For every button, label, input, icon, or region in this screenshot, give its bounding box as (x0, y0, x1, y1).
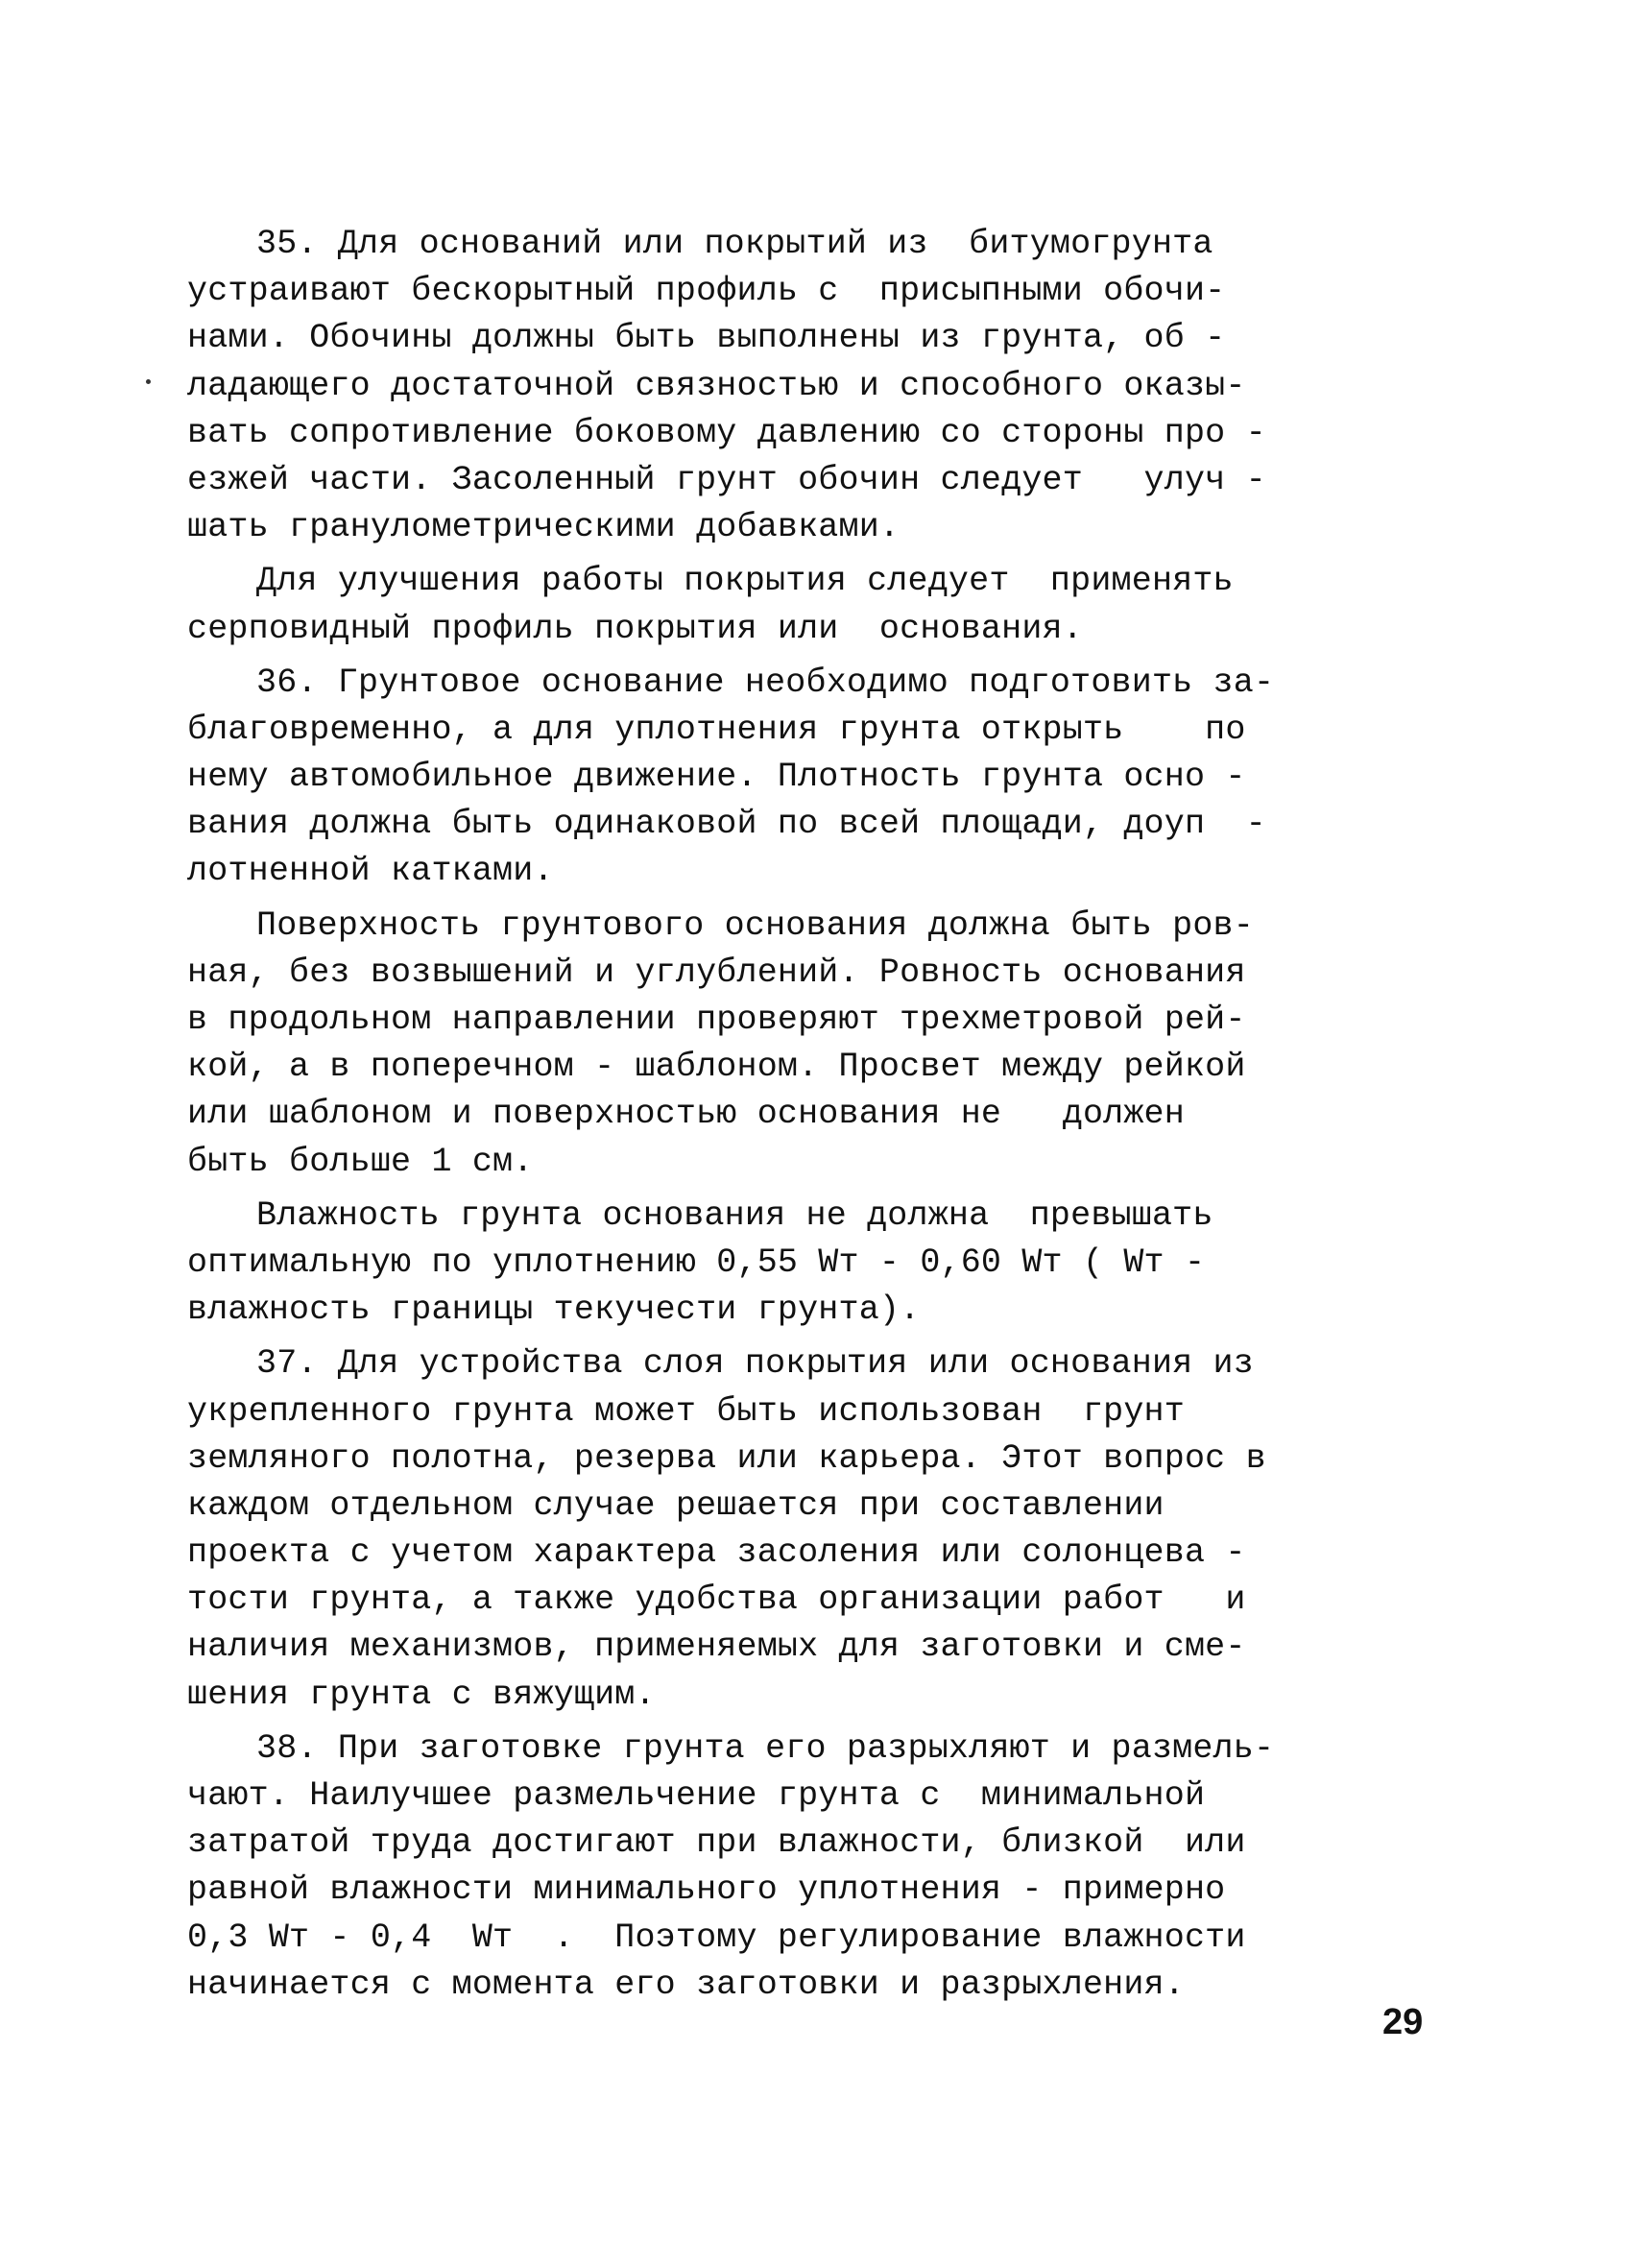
text-line: 37. Для устройства слоя покрытия или основания из (256, 1344, 1254, 1384)
paragraph-35 (187, 221, 1464, 551)
text-line: влажность границы текучести грунта). (187, 1291, 921, 1330)
text-line: проекта с учетом характера засоления или солонцева - (187, 1533, 1246, 1573)
paragraph-35-continued (187, 558, 1464, 652)
text-line: ная, без возвышений и углублений. Ровность основания (187, 953, 1246, 992)
text-line: благовременно, а для уплотнения грунта открыть по (187, 710, 1246, 749)
text-line: 35. Для оснований или покрытий из битумогрунта (256, 225, 1213, 263)
text-line: или шаблоном и поверхностью основания не должен (187, 1095, 1185, 1134)
text-line: Поверхность грунтового основания должна быть ров- (256, 905, 1254, 945)
text-line: нему автомобильное движение. Плотность грунта осно - (187, 758, 1246, 797)
text-line: шать гранулометрическими добавками. (187, 508, 901, 547)
text-line: оптимальную по уплотнению 0,55 Wт - 0,60 Wт ( Wт - (187, 1243, 1206, 1282)
paragraph-36 (187, 660, 1464, 896)
paragraph-37 (187, 1340, 1464, 1719)
body-text (187, 221, 1464, 2009)
text-line: 38. При заготовке грунта его разрыхляют и размель- (256, 1728, 1275, 1768)
text-line: кой, а в поперечном - шаблоном. Просвет между рейкой (187, 1048, 1246, 1087)
text-line: затратой труда достигают при влажности, близкой или (187, 1823, 1246, 1863)
scan-speck (146, 379, 151, 384)
text-line: вания должна быть одинаковой по всей площади, доуп - (187, 805, 1266, 844)
text-line: 36. Грунтовое основание необходимо подготовить за- (256, 663, 1275, 702)
text-line: нами. Обочины должны быть выполнены из грунта, об - (187, 319, 1226, 358)
page-number: 29 (1382, 2002, 1424, 2042)
text-line: лотненной катками. (187, 852, 554, 891)
paragraph-38 (187, 1725, 1464, 2009)
text-line: укрепленного грунта может быть использован грунт (187, 1391, 1185, 1431)
text-line: 0,3 Wт - 0,4 Wт . Поэтому регулирование влажности (187, 1918, 1246, 1957)
text-line: каждом отдельном случае решается при составлении (187, 1485, 1165, 1525)
text-line: земляного полотна, резерва или карьера. Этот вопрос в (187, 1438, 1266, 1478)
text-line: езжей части. Засоленный грунт обочин следует улуч - (187, 460, 1266, 499)
paragraph-36-surface (187, 903, 1464, 1186)
text-line: вать сопротивление боковому давлению со стороны про - (187, 413, 1266, 452)
text-line: начинается с момента его заготовки и разрыхления. (187, 1965, 1185, 2004)
text-line: равной влажности минимального уплотнения - примерно (187, 1870, 1226, 1910)
text-line: быть больше 1 см. (187, 1142, 534, 1181)
paragraph-36-moisture (187, 1193, 1464, 1335)
text-line: серповидный профиль покрытия или основания. (187, 609, 1083, 648)
text-line: в продольном направлении проверяют трехметровой рей- (187, 1001, 1246, 1039)
text-line: устраивают бескорытный профиль с присыпными обочи- (187, 272, 1226, 311)
text-line: шения грунта с вяжущим. (187, 1675, 656, 1714)
text-line: Для улучшения работы покрытия следует применять (256, 562, 1234, 601)
text-line: ладающего достаточной связностью и способного оказы- (187, 366, 1246, 405)
text-line: чают. Наилучшее размельчение грунта с минимальной (187, 1776, 1206, 1815)
text-line: наличия механизмов, применяемых для заготовки и сме- (187, 1628, 1246, 1667)
text-line: тости грунта, а также удобства организации работ и (187, 1580, 1246, 1620)
text-line: Влажность грунта основания не должна превышать (256, 1195, 1213, 1235)
